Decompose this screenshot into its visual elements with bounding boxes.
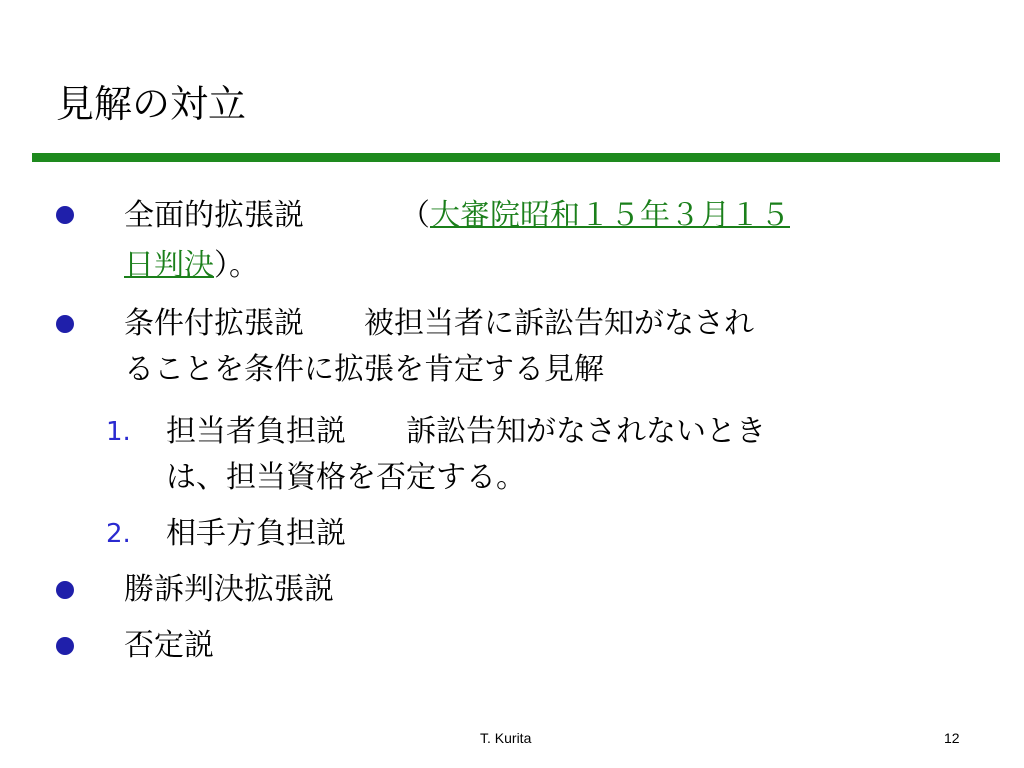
bullet-dot-icon — [56, 206, 74, 224]
sub-item-2-number: 2. — [106, 519, 131, 549]
bullet-2-line-1: 条件付拡張説 被担当者に訴訟告知がなされ — [124, 306, 754, 341]
title-underline-rule — [32, 153, 1000, 162]
case-citation-link[interactable]: 大審院昭和１５年３月１５ — [430, 198, 790, 233]
bullet-2-line-2: ることを条件に拡張を肯定する見解 — [124, 352, 604, 387]
case-citation-link-continued[interactable]: 日判決 — [124, 248, 214, 283]
footer-author: T. Kurita — [480, 730, 532, 746]
bullet-1-heading: 全面的拡張説 — [124, 198, 304, 233]
sub-item-1-number: 1. — [106, 417, 131, 447]
bullet-dot-icon — [56, 637, 74, 655]
bullet-dot-icon — [56, 315, 74, 333]
bullet-1-line-1 — [124, 190, 790, 242]
slide-title: 見解の対立 — [56, 82, 247, 126]
bullet-3-line-1: 勝訴判決拡張説 — [124, 572, 334, 607]
sub-item-2-line-1: 相手方負担説 — [166, 516, 346, 551]
bullet-dot-icon — [56, 581, 74, 599]
bullet-1-line-2 — [124, 240, 259, 292]
sub-item-1-line-2: は、担当資格を否定する。 — [166, 460, 526, 495]
bullet-4-line-1: 否定説 — [124, 628, 214, 663]
footer-page-number: 12 — [944, 730, 960, 746]
bullet-1-close: ）。 — [214, 248, 259, 283]
bullet-1-open-paren: （ — [400, 198, 430, 233]
sub-item-1-line-1: 担当者負担説 訴訟告知がなされないとき — [166, 414, 766, 449]
